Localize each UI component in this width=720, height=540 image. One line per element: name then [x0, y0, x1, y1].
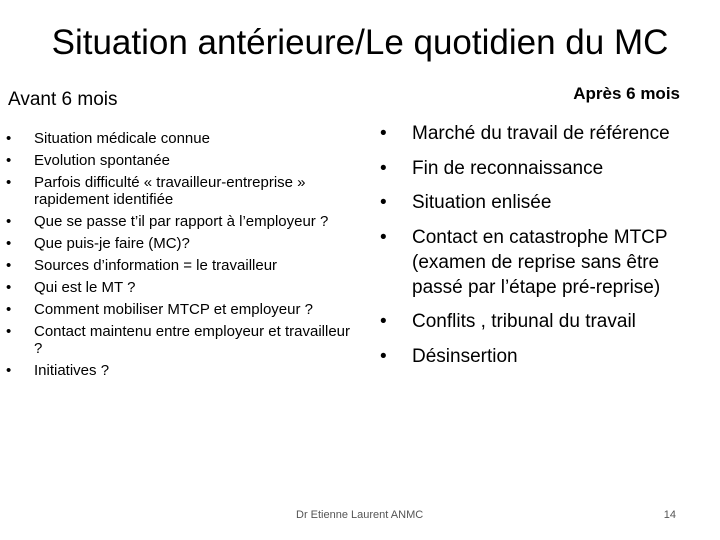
left-bullet-item: • Initiatives ?	[6, 363, 361, 379]
right-bullet-item: • Fin de reconnaissance	[380, 156, 700, 181]
left-bullet-item: • Parfois difficulté « travailleur-entreprise » rapidement identifiée	[6, 175, 361, 208]
slide-title: Situation antérieure/Le quotidien du MC	[51, 23, 669, 62]
right-bullet-item: • Marché du travail de référence	[380, 121, 700, 146]
left-bullet-item: • Qui est le MT ?	[6, 280, 361, 296]
right-bullet-item: • Contact en catastrophe MTCP (examen de reprise sans être passé par l’étape pré-reprise)	[380, 225, 700, 300]
right-bullet-item: • Désinsertion	[380, 344, 700, 369]
page-number: 14	[663, 509, 676, 521]
right-column-heading: Après 6 mois	[573, 84, 680, 103]
left-column-heading: Avant 6 mois	[8, 89, 118, 110]
left-bullet-item: • Evolution spontanée	[6, 153, 361, 169]
left-bullet-item: • Contact maintenu entre employeur et travailleur ?	[6, 324, 361, 357]
footer-author: Dr Etienne Laurent ANMC	[296, 509, 424, 521]
left-bullet-item: • Que se passe t’il par rapport à l’employeur ?	[6, 214, 361, 230]
left-bullet-item: • Que puis-je faire (MC)?	[6, 236, 361, 252]
right-bullet-list	[380, 121, 700, 378]
left-bullet-list	[6, 131, 361, 385]
right-bullet-item: • Conflits , tribunal du travail	[380, 309, 700, 334]
left-bullet-item: • Situation médicale connue	[6, 131, 361, 147]
right-bullet-item: • Situation enlisée	[380, 190, 700, 215]
left-bullet-item: • Sources d’information = le travailleur	[6, 258, 361, 274]
left-bullet-item: • Comment mobiliser MTCP et employeur ?	[6, 302, 361, 318]
